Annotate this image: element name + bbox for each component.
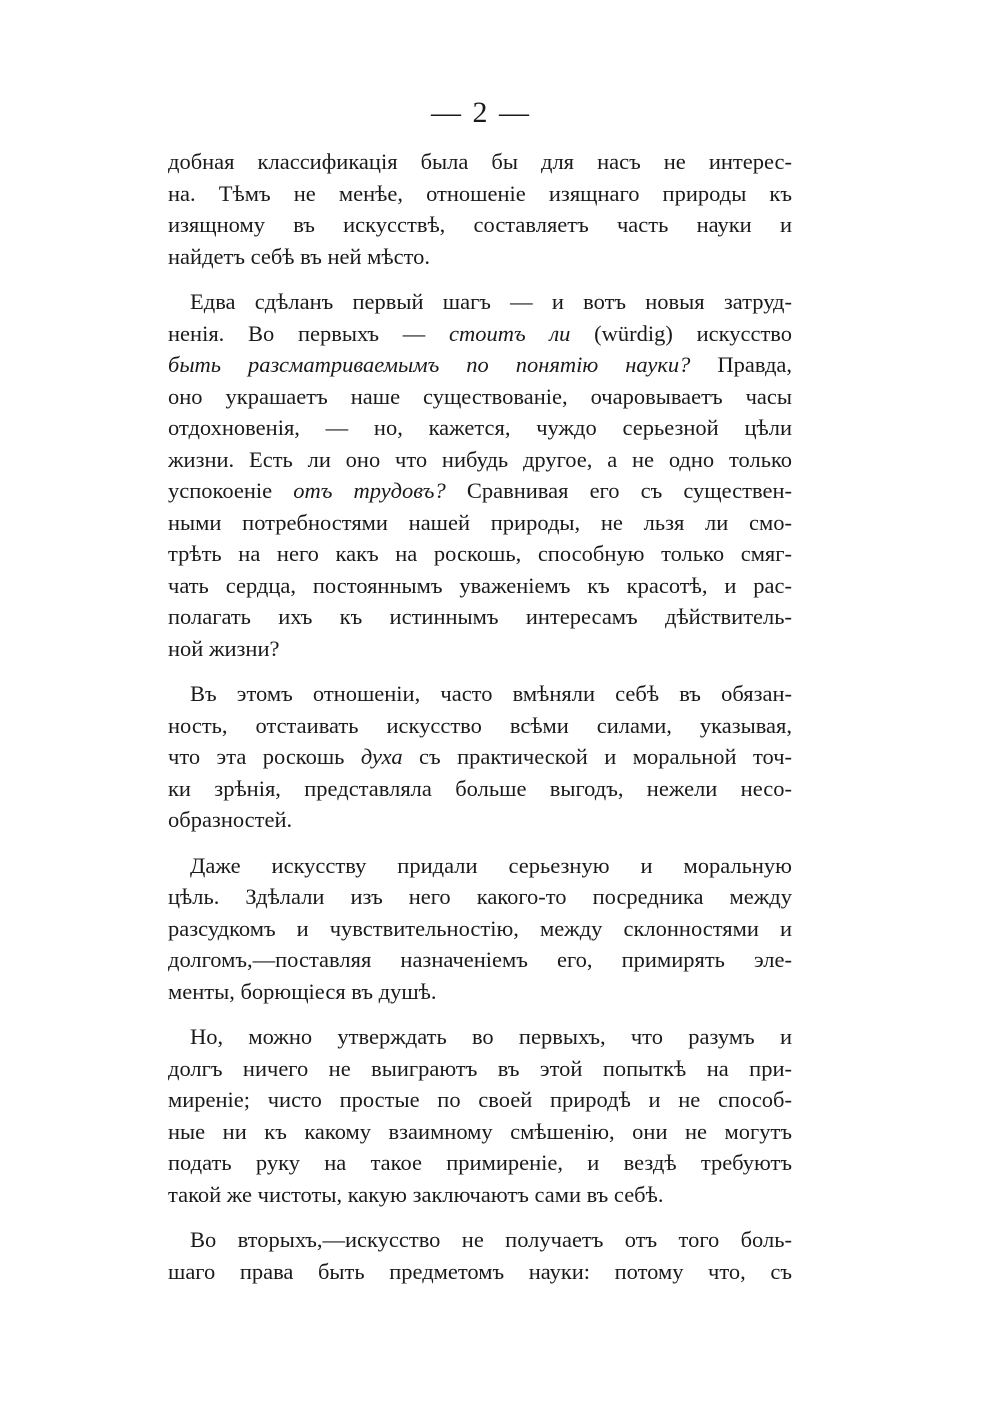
text-line: отдохновенія, — но, кажется, чуждо серьезной цѣли — [168, 415, 792, 440]
paragraph — [168, 146, 792, 272]
text-line — [168, 741, 792, 773]
text-line: чать сердца, постояннымъ уваженіемъ къ красотѣ, и рас- — [168, 572, 792, 598]
paragraph — [168, 678, 792, 836]
text-segment: съ практической и моральной точ- — [402, 744, 792, 769]
text-line: изящному въ искусствѣ, составляетъ часть науки и — [168, 212, 792, 237]
text-line: шаго права быть предметомъ науки: потому что, съ — [168, 1258, 792, 1284]
text-segment: (würdig) искусство — [570, 320, 792, 346]
text-segment: успокоеніе — [168, 478, 294, 503]
text-line: полагать ихъ къ истиннымъ интересамъ дѣйствитель- — [168, 604, 792, 629]
text-line: образностей. — [168, 807, 293, 832]
italic-phrase: быть разсматриваемымъ по понятію науки? — [168, 352, 691, 377]
text-line — [168, 318, 792, 350]
italic-phrase: отъ трудовъ? — [293, 478, 446, 503]
text-line: миреніе; чисто простые по своей природѣ и не способ- — [168, 1087, 792, 1112]
text-line: ными потребностями нашей природы, не льзя ли смо- — [168, 509, 792, 535]
text-line: ки зрѣнія, представляла больше выгодъ, нежели несо- — [168, 775, 792, 801]
body-text — [168, 146, 792, 1301]
text-line — [168, 475, 792, 507]
text-segment: Правда, — [690, 352, 793, 377]
paragraph — [168, 1224, 792, 1287]
paragraph — [168, 1021, 792, 1210]
italic-phrase: духа — [360, 744, 403, 769]
text-line: подать руку на такое примиреніе, и вездѣ требуютъ — [168, 1150, 792, 1175]
text-line: оно украшаетъ наше существованіе, очаровываетъ часы — [168, 383, 792, 409]
text-line: менты, борющіеся въ душѣ. — [168, 978, 437, 1004]
text-line: трѣть на него какъ на роскошь, способную только смяг- — [168, 541, 792, 566]
text-line: найдетъ себѣ въ ней мѣсто. — [168, 243, 431, 269]
text-line: Едва сдѣланъ первый шагъ — и вотъ новыя затруд- — [190, 289, 792, 314]
text-line: долгъ ничего не выиграютъ въ этой попыткѣ на при- — [168, 1055, 792, 1081]
text-line: на. Тѣмъ не менѣе, отношеніе изящнаго природы къ — [168, 180, 792, 206]
paragraph — [168, 286, 792, 664]
italic-phrase: стоитъ ли — [448, 320, 571, 346]
text-line: ные ни къ какому взаимному смѣшенію, они не могутъ — [168, 1118, 792, 1144]
text-line: Въ этомъ отношеніи, часто вмѣняли себѣ въ обязан- — [190, 681, 792, 706]
text-line: Даже искусству придали серьезную и моральную — [190, 852, 792, 878]
text-line: ной жизни? — [168, 635, 280, 661]
text-line: разсудкомъ и чувствительностію, между склонностями и — [168, 915, 792, 941]
text-line: ность, отстаивать искусство всѣми силами, указывая, — [168, 712, 792, 738]
text-line: цѣль. Здѣлали изъ него какого-то посредника между — [168, 884, 792, 909]
text-line: такой же чистоты, какую заключаютъ сами въ себѣ. — [168, 1181, 664, 1207]
text-segment: Сравнивая его съ существен- — [445, 478, 792, 503]
page-number: — 2 — — [431, 96, 531, 129]
text-line — [168, 349, 792, 381]
paragraph — [168, 850, 792, 1008]
text-line: Во вторыхъ,—искусство не получаетъ отъ того боль- — [190, 1227, 792, 1252]
text-segment: что эта роскошь — [168, 744, 361, 769]
text-segment: ненія. Во первыхъ — — [168, 320, 449, 346]
text-line: добная классификація была бы для насъ не интерес- — [168, 149, 792, 174]
text-line: Но, можно утверждать во первыхъ, что разумъ и — [190, 1024, 792, 1049]
text-line: долгомъ,—поставляя назначеніемъ его, примирять эле- — [168, 947, 792, 972]
text-line: жизни. Есть ли оно что нибудь другое, а не одно только — [168, 446, 792, 472]
